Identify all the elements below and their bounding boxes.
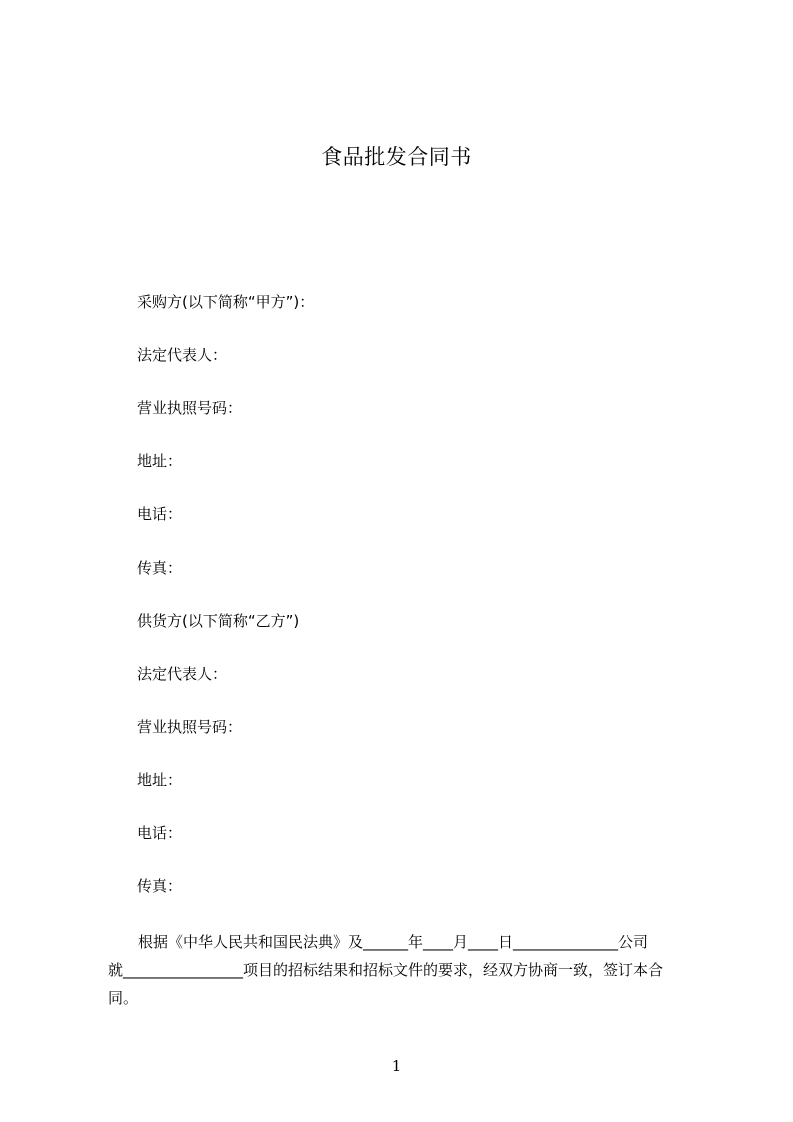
party-b-phone: 电话： bbox=[137, 824, 183, 842]
party-a-license: 营业执照号码： bbox=[137, 399, 243, 417]
contract-preamble bbox=[108, 928, 698, 1012]
party-a-address: 地址： bbox=[137, 452, 183, 470]
party-a-fax: 传真： bbox=[137, 559, 183, 577]
page-number: 1 bbox=[391, 1057, 402, 1075]
party-b-fax: 传真： bbox=[137, 877, 183, 895]
preamble-line-3: 同。 bbox=[108, 989, 139, 1007]
party-a-heading: 采购方(以下简称“甲方”)： bbox=[137, 293, 315, 311]
party-a-legal-rep: 法定代表人： bbox=[137, 346, 228, 364]
document-title: 食品批发合同书 bbox=[321, 145, 472, 169]
party-b-heading: 供货方(以下简称“乙方”) bbox=[137, 612, 300, 630]
preamble-line-1: 根据《中华人民共和国民法典》及______年____月____日______________公司 bbox=[138, 933, 649, 951]
party-b-license: 营业执照号码： bbox=[137, 718, 243, 736]
party-a-phone: 电话： bbox=[137, 505, 183, 523]
party-b-legal-rep: 法定代表人： bbox=[137, 665, 228, 683]
party-b-address: 地址： bbox=[137, 771, 183, 789]
preamble-line-2: 就________________项目的招标结果和招标文件的要求，经双方协商一致，签订本合 bbox=[108, 961, 664, 979]
